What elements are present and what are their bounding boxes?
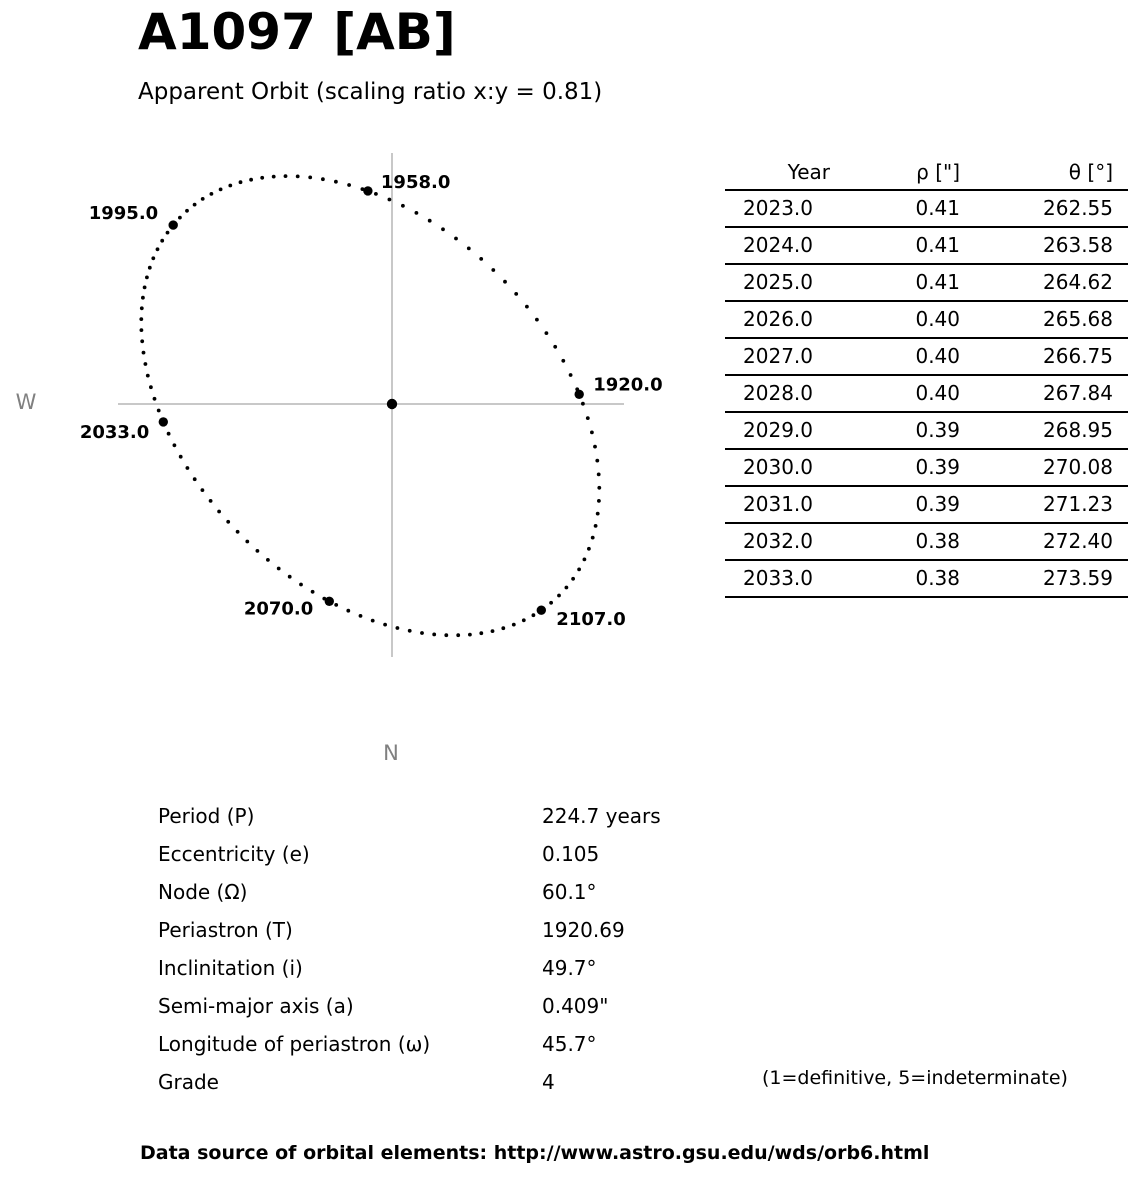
element-value: 49.7°	[542, 956, 597, 980]
orbit-dot	[569, 373, 573, 377]
ephemeris-cell: 2026.0	[725, 301, 813, 338]
orbit-dot	[594, 524, 598, 528]
orbit-dot	[308, 176, 312, 180]
ephemeris-cell: 0.41	[813, 264, 960, 301]
ephemeris-cell: 0.38	[813, 560, 960, 597]
element-label: Grade	[158, 1070, 219, 1094]
ephemeris-cell: 265.68	[960, 301, 1128, 338]
orbit-dot	[514, 292, 518, 296]
ephemeris-cell: 0.40	[813, 301, 960, 338]
orbit-dot	[148, 266, 152, 270]
orbit-dot	[549, 601, 553, 605]
ephemeris-cell: 2028.0	[725, 375, 813, 412]
epoch-dot	[363, 186, 372, 195]
orbit-dot	[593, 445, 597, 449]
orbit-dot	[491, 268, 495, 272]
orbit-dot	[581, 402, 585, 406]
page-subtitle: Apparent Orbit (scaling ratio x:y = 0.81)	[138, 79, 603, 105]
orbit-dot	[388, 198, 392, 202]
ephemeris-cell: 271.23	[960, 486, 1128, 523]
epoch-dot	[575, 390, 584, 399]
ephemeris-cell: 263.58	[960, 227, 1128, 264]
ephemeris-row	[725, 227, 1128, 264]
orbit-dot	[311, 590, 315, 594]
orbit-dot	[149, 385, 153, 389]
ephemeris-table	[725, 155, 1128, 598]
orbit-dot	[249, 178, 253, 182]
orbit-dot	[512, 623, 516, 627]
epoch-dot	[537, 606, 546, 615]
orbit-dot	[522, 618, 526, 622]
epoch-dot	[325, 597, 334, 606]
orbit-dot	[228, 184, 232, 188]
element-label: Eccentricity (e)	[158, 842, 310, 866]
orbit-plot	[0, 0, 700, 790]
orbit-dot	[359, 614, 363, 618]
orbit-dot	[553, 345, 557, 349]
ephemeris-row	[725, 190, 1128, 227]
element-label: Semi-major axis (a)	[158, 994, 354, 1018]
orbit-dot	[596, 512, 600, 516]
orbit-dot	[288, 575, 292, 579]
orbit-dot	[156, 247, 160, 251]
north-axis-label: N	[383, 741, 399, 765]
orbit-dot	[140, 328, 144, 332]
orbit-dot	[432, 633, 436, 637]
ephemeris-header-0: Year	[725, 155, 813, 190]
orbit-dot	[454, 237, 458, 241]
origin-marker	[387, 399, 397, 409]
orbit-dot	[456, 633, 460, 637]
element-row	[158, 911, 718, 949]
ephemeris-cell: 2024.0	[725, 227, 813, 264]
orbit-dot	[142, 351, 146, 355]
orbit-dot	[587, 547, 591, 551]
ephemeris-cell: 0.41	[813, 227, 960, 264]
orbit-dot	[334, 180, 338, 184]
ephemeris-cell: 0.39	[813, 486, 960, 523]
ephemeris-row	[725, 486, 1128, 523]
element-row	[158, 835, 718, 873]
orbit-dot	[201, 197, 205, 201]
orbit-dot	[428, 219, 432, 223]
orbit-dot	[266, 558, 270, 562]
orbit-dot	[525, 305, 529, 309]
orbit-dot	[219, 188, 223, 192]
ephemeris-cell: 0.39	[813, 449, 960, 486]
orbit-dot	[444, 633, 448, 637]
orbit-dot	[140, 339, 144, 343]
ephemeris-row	[725, 449, 1128, 486]
orbit-dot	[299, 583, 303, 587]
ephemeris-cell: 2031.0	[725, 486, 813, 523]
orbit-dot	[160, 239, 164, 243]
ephemeris-cell: 264.62	[960, 264, 1128, 301]
orbit-dot	[545, 331, 549, 335]
orbit-dot	[143, 286, 147, 290]
orbit-dot	[157, 409, 161, 413]
element-row	[158, 1063, 718, 1101]
ephemeris-row	[725, 375, 1128, 412]
orbit-dot	[565, 586, 569, 590]
epoch-label: 2070.0	[243, 598, 314, 620]
orbit-dot	[141, 296, 145, 300]
orbit-dot	[571, 577, 575, 581]
ephemeris-cell: 0.40	[813, 338, 960, 375]
ephemeris-header-1: ρ ["]	[813, 155, 960, 190]
page-title: A1097 [AB]	[138, 3, 456, 61]
epoch-label: 2033.0	[79, 421, 150, 443]
ephemeris-cell: 273.59	[960, 560, 1128, 597]
ephemeris-cell: 2025.0	[725, 264, 813, 301]
orbit-dot	[334, 603, 338, 607]
ephemeris-cell: 0.39	[813, 412, 960, 449]
ephemeris-row	[725, 412, 1128, 449]
orbit-dot	[532, 613, 536, 617]
orbit-dot	[371, 619, 375, 623]
orbit-dot	[153, 397, 157, 401]
ephemeris-row	[725, 264, 1128, 301]
ephemeris-row	[725, 301, 1128, 338]
epoch-dot	[169, 220, 178, 229]
orbit-dot	[145, 276, 149, 280]
orbit-dot	[272, 175, 276, 179]
orbit-dot	[557, 594, 561, 598]
orbit-dot	[226, 520, 230, 524]
ephemeris-cell: 0.41	[813, 190, 960, 227]
ephemeris-cell: 2032.0	[725, 523, 813, 560]
epoch-label: 1958.0	[380, 171, 451, 193]
orbit-dot	[479, 631, 483, 635]
orbit-dot	[591, 536, 595, 540]
ephemeris-cell: 272.40	[960, 523, 1128, 560]
ephemeris-cell: 2023.0	[725, 190, 813, 227]
orbit-dot	[468, 633, 472, 637]
orbit-dot	[420, 631, 424, 635]
orbit-dot	[245, 540, 249, 544]
epoch-label: 2107.0	[556, 609, 626, 631]
ephemeris-cell: 2030.0	[725, 449, 813, 486]
orbit-dot	[256, 549, 260, 553]
orbit-dot	[597, 499, 601, 503]
ephemeris-cell: 268.95	[960, 412, 1128, 449]
orbit-dot	[173, 443, 177, 447]
element-label: Period (P)	[158, 804, 255, 828]
orbit-dot	[217, 510, 221, 514]
orbit-dot	[467, 247, 471, 251]
footer-datasource: Data source of orbital elements: http://www.astro.gsu.edu/wds/orb6.html	[140, 1142, 930, 1164]
orbit-dot	[239, 180, 243, 184]
orbit-dot	[401, 204, 405, 208]
epoch-dot	[159, 417, 168, 426]
orbit-dot	[151, 256, 155, 260]
ephemeris-row	[725, 338, 1128, 375]
element-value: 224.7 years	[542, 804, 661, 828]
orbit-dot	[284, 174, 288, 178]
orbit-dot	[586, 416, 590, 420]
element-label: Inclinitation (i)	[158, 956, 303, 980]
orbit-dot	[577, 568, 581, 572]
orbit-dot	[346, 609, 350, 613]
orbit-dot	[491, 629, 495, 633]
orbit-dot	[236, 530, 240, 534]
ephemeris-cell: 2029.0	[725, 412, 813, 449]
element-row	[158, 1025, 718, 1063]
orbit-dot	[374, 192, 378, 196]
orbit-dot	[595, 459, 599, 463]
orbit-dot	[441, 227, 445, 231]
orbit-dot	[503, 280, 507, 284]
orbit-dot	[139, 317, 143, 321]
element-row	[158, 987, 718, 1025]
element-label: Node (Ω)	[158, 880, 248, 904]
element-label: Longitude of periastron (ω)	[158, 1032, 431, 1056]
epoch-label: 1920.0	[593, 374, 663, 396]
orbit-dot	[590, 431, 594, 435]
orbit-dot	[561, 359, 565, 363]
ephemeris-cell: 267.84	[960, 375, 1128, 412]
element-value: 1920.69	[542, 918, 625, 942]
orbit-dot	[144, 362, 148, 366]
elements-list	[158, 797, 718, 1101]
orbit-dot	[501, 626, 505, 630]
ephemeris-row	[725, 523, 1128, 560]
element-value: 0.409"	[542, 994, 609, 1018]
orbit-dot	[140, 306, 144, 310]
orbit-dot	[210, 192, 214, 196]
orbit-dot	[166, 231, 170, 235]
orbit-dot	[321, 177, 325, 181]
orbit-dot	[277, 567, 281, 571]
orbit-dot	[408, 629, 412, 633]
element-label: Periastron (T)	[158, 918, 293, 942]
element-row	[158, 873, 718, 911]
orbit-dot	[597, 486, 601, 490]
orbit-dot	[193, 477, 197, 481]
orbit-dot	[186, 466, 190, 470]
orbit-dot	[167, 432, 171, 436]
orbit-dot	[201, 488, 205, 492]
orbit-dot	[597, 473, 601, 477]
element-value: 4	[542, 1070, 555, 1094]
ephemeris-head-row	[725, 155, 1128, 190]
orbit-dot	[146, 374, 150, 378]
ephemeris-cell: 0.40	[813, 375, 960, 412]
element-value: 0.105	[542, 842, 600, 866]
element-row	[158, 949, 718, 987]
element-row	[158, 797, 718, 835]
ephemeris-cell: 2027.0	[725, 338, 813, 375]
orbit-dot	[209, 499, 213, 503]
orbit-dot	[178, 216, 182, 220]
ephemeris-cell: 0.38	[813, 523, 960, 560]
orbit-dot	[383, 623, 387, 627]
grade-note: (1=definitive, 5=indeterminate)	[762, 1067, 1068, 1089]
ephemeris-cell: 270.08	[960, 449, 1128, 486]
orbit-dot	[193, 203, 197, 207]
orbit-dot	[583, 558, 587, 562]
orbit-dot	[415, 211, 419, 215]
epoch-label: 1995.0	[88, 203, 159, 225]
orbit-dot	[185, 209, 189, 213]
west-axis-label: W	[15, 390, 37, 414]
element-value: 45.7°	[542, 1032, 597, 1056]
ephemeris-body	[725, 190, 1128, 597]
element-value: 60.1°	[542, 880, 597, 904]
orbit-dot	[396, 626, 400, 630]
orbit-dot	[535, 318, 539, 322]
orbit-dot	[479, 257, 483, 261]
orbit-dot	[179, 455, 183, 459]
orbit-dot	[296, 175, 300, 179]
orbit-dot	[347, 183, 351, 187]
ephemeris-row	[725, 560, 1128, 597]
ephemeris-cell: 2033.0	[725, 560, 813, 597]
orbit-dot	[260, 176, 264, 180]
ephemeris-cell: 262.55	[960, 190, 1128, 227]
ephemeris-header-2: θ [°]	[960, 155, 1128, 190]
ephemeris-cell: 266.75	[960, 338, 1128, 375]
